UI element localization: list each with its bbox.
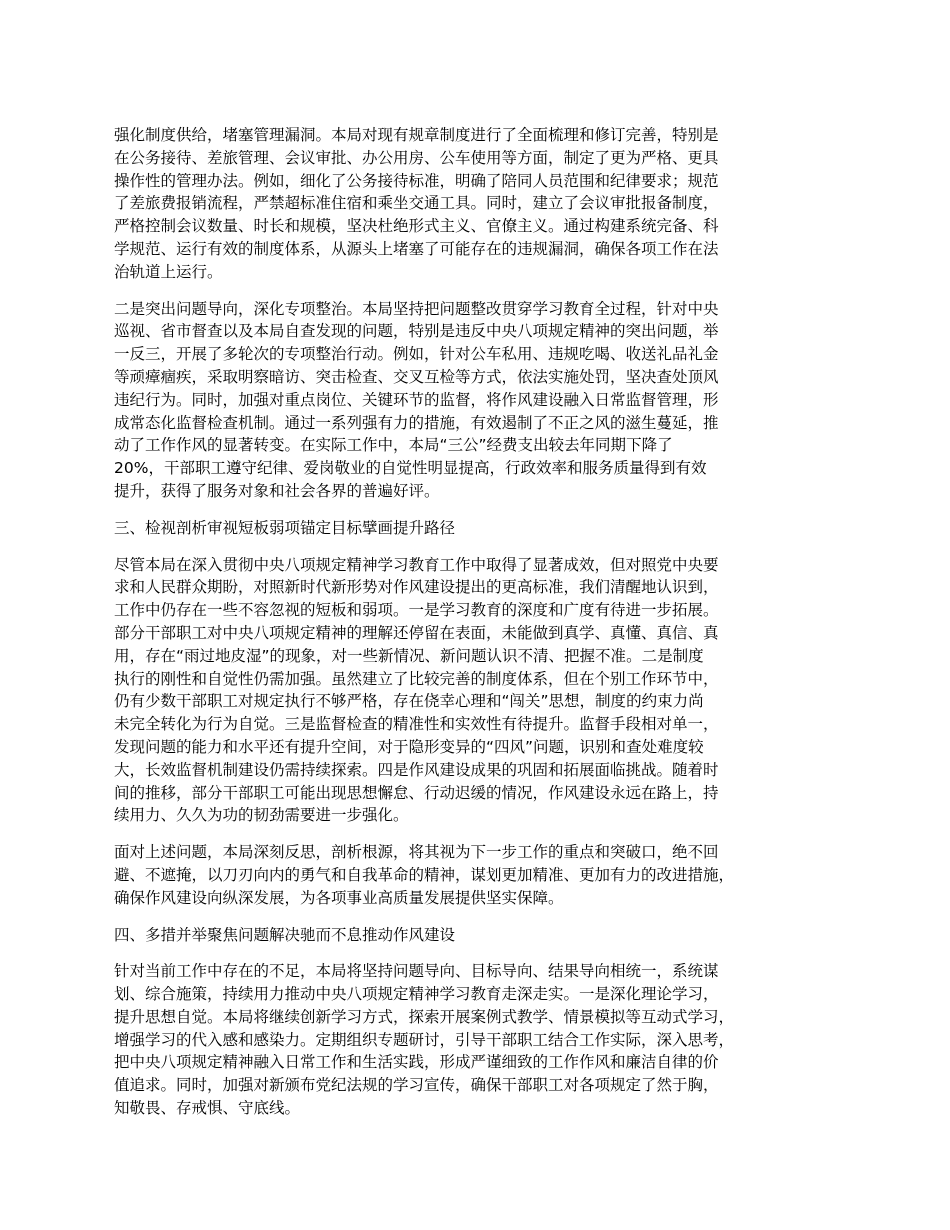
paragraph-reflection: 面对上述问题，本局深刻反思，剖析根源，将其视为下一步工作的重点和突破口，绝不回 避、不遮掩，以刀刃向内的勇气和自我革命的精神，谋划更加精准、更加有力的改进措施， 确保作风建设向纵深发展，为各项事业高质量发展提供坚实保障。 <box>114 843 735 907</box>
section-heading-four: 四、多措并举聚焦问题解决驰而不息推动作风建设 <box>114 925 456 944</box>
paragraph-measures: 针对当前工作中存在的不足，本局将坚持问题导向、目标导向、结果导向相统一，系统谋 划、综合施策，持续用力推动中央八项规定精神学习教育走深走实。一是深化理论学习， 提升思想自觉。本局将继续创新学习方式，探索开展案例式教学、情景模拟等互动式学习， 增强学习的代入感和感染力。定期组织专题研讨，引导干部职工结合工作实际，深入思考， 把中央八项规定精神融入日常工作和生活实践，形成严谨细致的工作作风和廉洁自律的价 值追求。同时，加强对新颁布党纪法规的学习宣传，确保干部职工对各项规定了然于胸， 知敬畏、存戒惧、守底线。 <box>114 962 735 1118</box>
paragraph-shortcomings: 尽管本局在深入贯彻中央八项规定精神学习教育工作中取得了显著成效，但对照党中央要 求和人民群众期盼，对照新时代新形势对作风建设提出的更高标准，我们清醒地认识到， 工作中仍存在一些不容忽视的短板和弱项。一是学习教育的深度和广度有待进一步拓展。 部分干部职工对中央八项规定精神的理解还停留在表面，未能做到真学、真懂、真信、真 用，存在“雨过地皮湿”的现象，对一些新情况、新问题认识不清、把握不准。二是制度 执行的刚性和自觉性仍需加强。虽然建立了比较完善的制度体系，但在个别工作环节中， 仍有少数干部职工对规定执行不够严格，存在侥幸心理和“闯关”思想，制度的约束力尚 未完全转化为行为自觉。三是监督检查的精准性和实效性有待提升。监督手段相对单一， 发现问题的能力和水平还有提升空间，对于隐形变异的“四风”问题，识别和查处难度较 大，长效监督机制建设仍需持续探索。四是作风建设成果的巩固和拓展面临挑战。随着时 间的推移，部分干部职工可能出现思想懈怠、行动迟缓的情况，作风建设永远在路上，持 续用力、久久为功的韧劲需要进一步强化。 <box>114 555 719 825</box>
section-heading-three: 三、检视剖析审视短板弱项锚定目标擘画提升路径 <box>114 518 456 537</box>
paragraph-institutional-supply: 强化制度供给，堵塞管理漏洞。本局对现有规章制度进行了全面梳理和修订完善，特别是 在公务接待、差旅管理、会议审批、办公用房、公车使用等方面，制定了更为严格、更具 操作性的管理办法。例如，细化了公务接待标准，明确了陪同人员范围和纪律要求；规范 了差旅费报销流程，严禁超标准住宿和乘坐交通工具。同时，建立了会议审批报备制度， 严格控制会议数量、时长和规模，坚决杜绝形式主义、官僚主义。通过构建系统完备、科 学规范、运行有效的制度体系，从源头上堵塞了可能存在的违规漏洞，确保各项工作在法 治轨道上运行。 <box>114 126 719 281</box>
paragraph-problem-orientation: 二是突出问题导向，深化专项整治。本局坚持把问题整改贯穿学习教育全过程，针对中央 巡视、省市督查以及本局自查发现的问题，特别是违反中央八项规定精神的突出问题，举 一反三，开展了多轮次的专项整治行动。例如，针对公车私用、违规吃喝、收送礼品礼金 等顽瘴痼疾，采取明察暗访、突击检查、交叉互检等方式，依法实施处罚，坚决查处顶风 违纪行为。同时，加强对重点岗位、关键环节的监督，将作风建设融入日常监督管理，形 成常态化监督检查机制。通过一系列强有力的措施，有效遏制了不正之风的滋生蔓延，推 动了工作作风的显著转变。在实际工作中，本局“三公”经费支出较去年同期下降了 20%，干部职工遵守纪律、爱岗敬业的自觉性明显提高，行政效率和服务质量得到有效 提升，获得了服务对象和社会各界的普遍好评。 <box>114 299 719 500</box>
